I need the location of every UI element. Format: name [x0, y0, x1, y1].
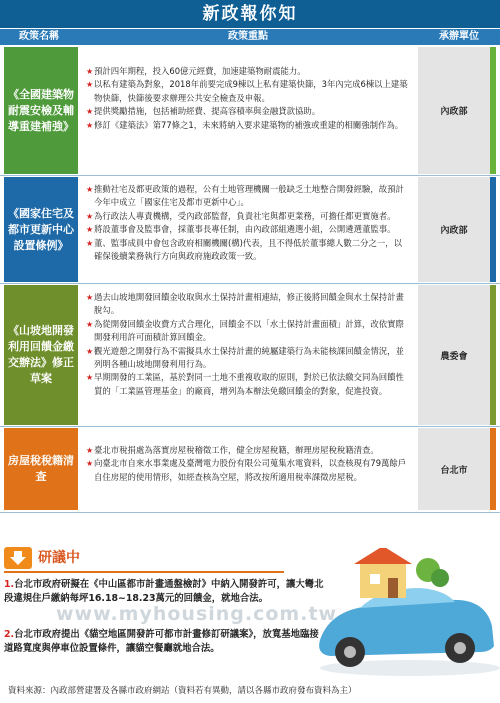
- discussion-label: 研議中: [38, 550, 80, 566]
- discussion-underline: [4, 571, 284, 573]
- car-house-illustration: [300, 548, 500, 678]
- note-item: [4, 578, 324, 606]
- policy-item: ★ 向臺北市自來水事業處及臺灣電力股份有限公司蒐集水電資料，以查核現有79萬餘戶自住房屋的使用情形，如經查核為空屋，將改按所適用稅率課徵房屋稅。: [86, 457, 410, 484]
- header-policy-name: 政策名稱: [19, 31, 59, 42]
- row-accent-bar: [490, 428, 496, 510]
- policy-unit: 內政部: [418, 177, 490, 282]
- policy-item: ★ 修訂《建築法》第77條之1，未來將納入要求建築物的補強或重建的相關強制作為。: [86, 119, 410, 132]
- row-accent-bar: [490, 47, 496, 174]
- policy-item: ★ 以私有建築為對象，2018年前要完成9棟以上私有建築快篩，3年內完成6棟以上建築物快篩，快篩後要求辦理公共安全檢查及申報。: [86, 78, 410, 105]
- header-unit: 承辦單位: [439, 31, 479, 42]
- note-item: [4, 628, 324, 656]
- policy-name: 房屋稅稅籍清查: [4, 428, 78, 510]
- policy-name: 《國家住宅及都市更新中心設置條例》: [4, 177, 78, 282]
- note-number: 2.: [4, 629, 15, 640]
- note-number: 1.: [4, 579, 15, 590]
- table-row: [0, 428, 500, 510]
- policy-body: [80, 177, 416, 282]
- page-title: 新政報你知: [0, 0, 500, 28]
- policy-unit: 台北市: [418, 428, 490, 510]
- policy-item: ★ 董、監事成員中會包含政府相關機關(構)代表，且不得低於董事總人數二分之一，以確保後續業務執行方向與政府施政政策一致。: [86, 237, 410, 264]
- policy-unit: 農委會: [418, 285, 490, 425]
- table-header: [0, 29, 500, 45]
- policy-item: ★ 預計四年期程，投入60億元經費，加速建築物耐震能力。: [86, 65, 410, 78]
- discussion-heading: [4, 547, 134, 569]
- watermark: www.myhousing.com.tw: [56, 603, 338, 625]
- policy-item: ★ 過去山坡地開發回饋金收取與水土保持計畫相連結，修正後將回饋金與水土保持計畫脫勾。: [86, 291, 410, 318]
- row-accent-bar: [490, 285, 496, 425]
- row-divider: [0, 283, 500, 284]
- policy-item: ★ 提供獎勵措施，包括補助經費、提高容積率與金融貸款協助。: [86, 105, 410, 118]
- down-arrow-icon: [4, 547, 32, 569]
- header-policy-focus: 政策重點: [228, 31, 268, 42]
- policy-item: ★ 為從開發回饋金收費方式合理化，回饋金不以「水土保持計畫面積」計算，改依實際開發利用許可面積計算回饋金。: [86, 318, 410, 345]
- source-note: 資料來源：內政部營建署及各縣市政府網站（資料若有異動，請以各縣市政府發布資料為主）: [8, 686, 357, 696]
- row-divider: [0, 426, 500, 427]
- table-row: [0, 177, 500, 282]
- table-row: [0, 47, 500, 174]
- note-text: 台北市政府提出《貓空地區開發許可都市計畫修訂研議案》，放寬基地臨接道路寬度與停車位設置條件，讓貓空餐廳就地合法。: [4, 629, 319, 654]
- policy-body: [80, 428, 416, 510]
- row-accent-bar: [490, 177, 496, 282]
- policy-unit: 內政部: [418, 47, 490, 174]
- policy-body: [80, 285, 416, 425]
- policy-item: ★ 臺北市稅捐處為落實房屋稅稽徵工作，健全房屋稅籍，辦理房屋稅稅籍清查。: [86, 444, 410, 457]
- row-divider: [0, 175, 500, 176]
- note-text: 台北市政府研擬在《中山區都市計畫通盤檢討》中納入開發許可，讓大彎北段違規住戶繳納每坪16.18~18.23萬元的回饋金，就地合法。: [4, 579, 324, 604]
- table-row: [0, 285, 500, 425]
- row-divider: [0, 512, 500, 513]
- policy-item: ★ 早期開發的工業區，基於對同一土地不重複收取的原則，對於已依法繳交同為回饋性質的「工業區管理基金」的廠商，增列為本辦法免繳回饋金的對象，促進投資。: [86, 371, 410, 398]
- policy-body: [80, 47, 416, 174]
- policy-name: 《全國建築物耐震安檢及輔導重建補強》: [4, 47, 78, 174]
- policy-name: 《山坡地開發利用回饋金繳交辦法》修正草案: [4, 285, 78, 425]
- policy-item: ★ 將設董事會及監事會，採董事長專任制，由內政部組遴選小組，公開遴選董監事。: [86, 223, 410, 236]
- policy-item: ★ 觀光遊憩之開發行為不需擬具水土保持計畫的純屬建築行為未能核課回饋金情況，並列明各種山坡地開發利用行為。: [86, 345, 410, 372]
- policy-item: ★ 推動社宅及都更政策的過程，公有土地管理機關一般缺乏土地整合開發經驗，故預計今年中成立「國家住宅及都市更新中心」。: [86, 183, 410, 210]
- policy-item: ★ 為行政法人專責機構，受內政部監督，負責社宅與都更業務，可擔任都更實施者。: [86, 210, 410, 223]
